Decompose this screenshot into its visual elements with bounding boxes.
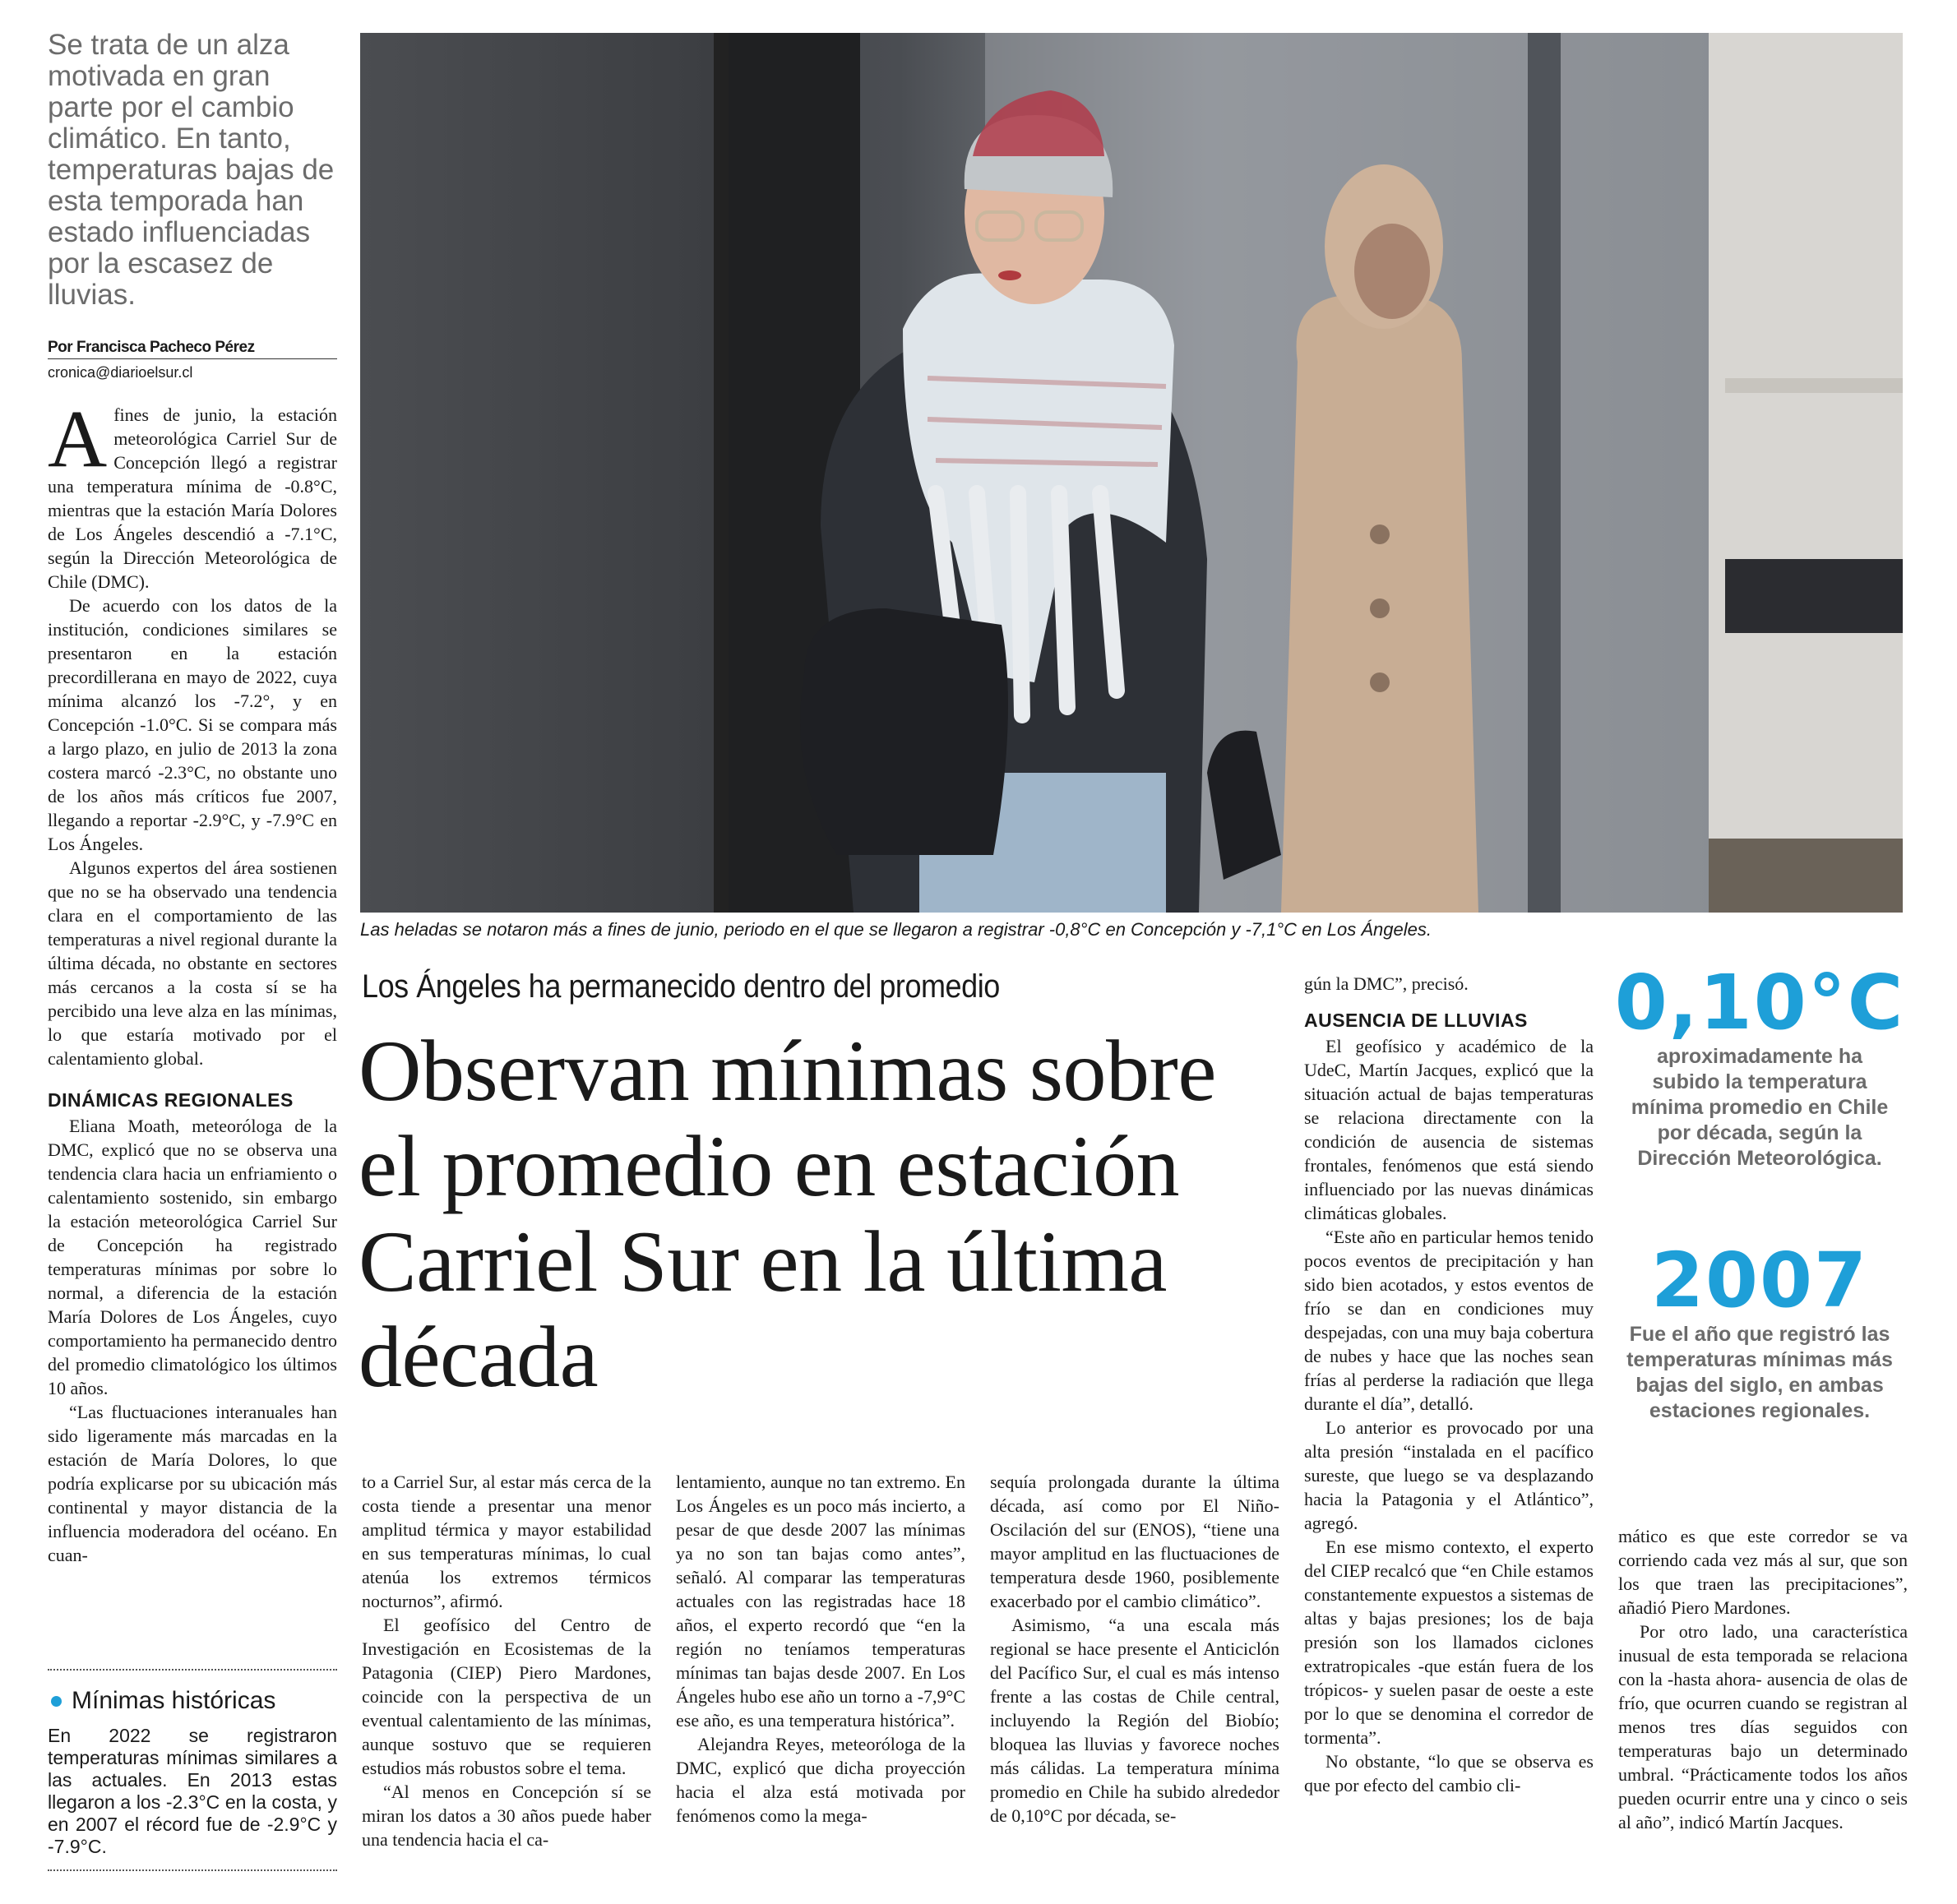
- subhead-ausencia: AUSENCIA DE LLUVIAS: [1304, 1010, 1528, 1031]
- paragraph: Lo anterior es provocado por una alta presión “instalada en el pacífico sureste, que luego se va desplazando hacia la Patagonia y el Atlántico”, agregó.: [1304, 1417, 1594, 1533]
- paragraph: “Al menos en Concepción sí se miran los datos a 30 años puede haber una tendencia hacia el ca-: [362, 1782, 651, 1850]
- paragraph: “Este año en particular hemos tenido pocos eventos de precipitación y han sido bien acotados, y estos eventos de frío se dan en condiciones muy despejadas, con una muy baja cobertura de nubes y hace que las noches sean frías al perderse la radiación que llega durante el día”, detalló.: [1304, 1227, 1594, 1414]
- stat-text-1: aproximadamente ha subido la temperatura mínima promedio en Chile por década, según la Dirección Meteorológica.: [1631, 1045, 1889, 1170]
- wall-panel: [360, 33, 714, 913]
- sidebar-title: Mínimas históricas: [72, 1687, 276, 1714]
- paragraph: Eliana Moath, meteoróloga de la DMC, explicó que no se observa una tendencia clara hacia un enfriamiento o calentamiento sostenido, sin embargo la estación meteorológica Carriel Sur de Concepción ha registrado temperaturas mínimas por sobre lo normal, a diferencia de la estación María Dolores de Los Ángeles, cuyo comportamiento ha permanecido dentro del promedio climatológico los últimos 10 años.: [48, 1116, 337, 1398]
- column-2: [362, 1470, 651, 1851]
- headline-kicker: Los Ángeles ha permanecido dentro del promedio: [362, 968, 1000, 1005]
- bullet-dot-icon: [51, 1696, 62, 1707]
- sidebar-title-row: [48, 1687, 337, 1715]
- sidebar-text: En 2022 se registraron temperaturas mínimas similares a las actuales. En 2013 estas llegaron a los -2.3°C en la costa, y en 2007 el récord fue de -2.9°C y -7.9°C.: [48, 1725, 337, 1857]
- byline-author: Por Francisca Pacheco Pérez: [48, 339, 255, 356]
- column-1: [48, 393, 337, 1567]
- stat-block-1: [1612, 959, 1908, 1172]
- lead-paragraph: [48, 393, 337, 594]
- paragraph: lentamiento, aunque no tan extremo. En Los Ángeles es un poco más incierto, a pesar de que desde 2007 las mínimas ya no son tan bajas como antes”, señaló. Al comparar las temperaturas actuales con las registradas hace 18 años, el experto recordó que “en la región no teníamos temperaturas mínimas tan bajas desde 2007. En Los Ángeles hubo ese año un torno a -7,9°C ese año, es una temperatura histórica”.: [676, 1472, 965, 1731]
- drop-cap: A: [48, 393, 108, 484]
- paragraph: El geofísico y académico de la UdeC, Martín Jacques, explicó que la situación actual de bajas temperaturas se relaciona directamente con la condición de ausencia de sistemas frontales, fenómenos que está siendo influenciado por las nuevas dinámicas climáticas globales.: [1304, 1036, 1594, 1223]
- article-photo: [360, 33, 1903, 913]
- paragraph: Algunos expertos del área sostienen que no se ha observado una tendencia clara en el comportamiento de las temperaturas a nivel regional durante la última década, no obstante en sectores más cercanos a la costa sí se ha percibido una leve alza en las mínimas, lo que estaría motivado por el calentamiento global.: [48, 857, 337, 1069]
- paragraph: Alejandra Reyes, meteoróloga de la DMC, explicó que dicha proyección hacia el alza está motivada por fenómenos como la mega-: [676, 1734, 965, 1826]
- column-4: [990, 1470, 1279, 1828]
- lead-text: fines de junio, la estación meteorológica Carriel Sur de Concepción llegó a registrar una temperatura mínima de -0.8°C, mientras que la estación María Dolores de Los Ángeles descendió a -7.1°C, según la Dirección Meteorológica de Chile (DMC).: [48, 404, 337, 592]
- stat-value-1: 0,10°C: [1614, 959, 1905, 1047]
- paragraph: sequía prolongada durante la última década, así como por El Niño-Oscilación del sur (ENOS), “tiene una mayor amplitud en las fluctuaciones de temperatura desde 1960, posiblemente exacerbado por el cambio climático”.: [990, 1472, 1279, 1611]
- paragraph: gún la DMC”, precisó.: [1304, 973, 1469, 994]
- paragraph: El geofísico del Centro de Investigación en Ecosistemas de la Patagonia (CIEP) Piero Mardones, coincide con la perspectiva de un eventual calentamiento de las mínimas, aunque sostuvo que se requieren estudios más robustos sobre el tema.: [362, 1615, 651, 1778]
- paragraph: Asimismo, “a una escala más regional se hace presente el Anticiclón del Pacífico Sur, el cual es más intenso frente a las costas de Chile central, incluyendo la Región del Biobío; bloquea las lluvias y favorece noches más cálidas. La temperatura mínima promedio en Chile ha subido alrededor de 0,10°C por década, se-: [990, 1615, 1279, 1826]
- byline-email[interactable]: cronica@diarioelsur.cl: [48, 364, 193, 381]
- paragraph: to a Carriel Sur, al estar más cerca de la costa tiende a presentar una menor amplitud térmica y mayor estabilidad en sus temperaturas mínimas, lo cual atenúa los extremos térmicos nocturnos”, afirmó.: [362, 1472, 651, 1611]
- photo-caption: Las heladas se notaron más a fines de junio, periodo en el que se llegaron a registrar -0,8°C en Concepción y -7,1°C en Los Ángeles.: [360, 919, 1432, 940]
- paragraph: No obstante, “lo que se observa es que por efecto del cambio cli-: [1304, 1751, 1594, 1795]
- column-6: [1618, 1524, 1908, 1834]
- column-3: [676, 1470, 965, 1828]
- column-5: [1304, 972, 1594, 1797]
- headline: Observan mínimas sobre el promedio en estación Carriel Sur en la última década: [359, 1023, 1216, 1405]
- sidebar-box: [48, 1669, 337, 1871]
- paragraph: “Las fluctuaciones interanuales han sido ligeramente más marcadas en la estación de María Dolores, lo que podría explicarse por su ubicación más continental y mayor distancia de la influencia moderadora del océano. En cuan-: [48, 1402, 337, 1565]
- stat-text-2: Fue el año que registró las temperaturas mínimas más bajas del siglo, en ambas estaciones regionales.: [1626, 1323, 1893, 1422]
- stat-value-2: 2007: [1650, 1236, 1869, 1324]
- article-deck: Se trata de un alza motivada en gran parte por el cambio climático. En tanto, temperaturas bajas de esta temporada han estado influenciadas por la escasez de lluvias.: [48, 29, 335, 311]
- paragraph: De acuerdo con los datos de la institución, condiciones similares se presentaron en la estación precordillerana en mayo de 2022, cuya mínima alcanzó los -7.2°, y en Concepción -1.0°C. Si se compara más a largo plazo, en julio de 2013 la zona costera marcó -2.3°C, no obstante uno de los años más críticos fue 2007, llegando a reportar -2.9°C, y -7.9°C en Los Ángeles.: [48, 595, 337, 854]
- paragraph: Por otro lado, una característica inusual de esta temporada se relaciona con la -hasta ahora- ausencia de olas de frío, que ocurren cuando se registran al menos tres días seguidos con temperaturas bajo un determinado umbral. “Prácticamente todos los años pueden ocurrir entre una y cinco o seis al año”, indicó Martín Jacques.: [1618, 1621, 1908, 1832]
- subhead-dinamicas: DINÁMICAS REGIONALES: [48, 1089, 294, 1111]
- paragraph: En ese mismo contexto, el experto del CIEP recalcó que “en Chile estamos constantemente expuestos a sistemas de altas y bajas presiones; los de baja presión son los llamados ciclones extratropicales -que están fuera de los trópicos- y suelen pasar de oeste a este por lo que se denomina el corredor de tormenta”.: [1304, 1537, 1594, 1748]
- paragraph: mático es que este corredor se va corriendo cada vez más al sur, que son los que traen las precipitaciones”, añadió Piero Mardones.: [1618, 1526, 1908, 1618]
- byline: [48, 339, 337, 359]
- stat-block-2: [1612, 1236, 1908, 1424]
